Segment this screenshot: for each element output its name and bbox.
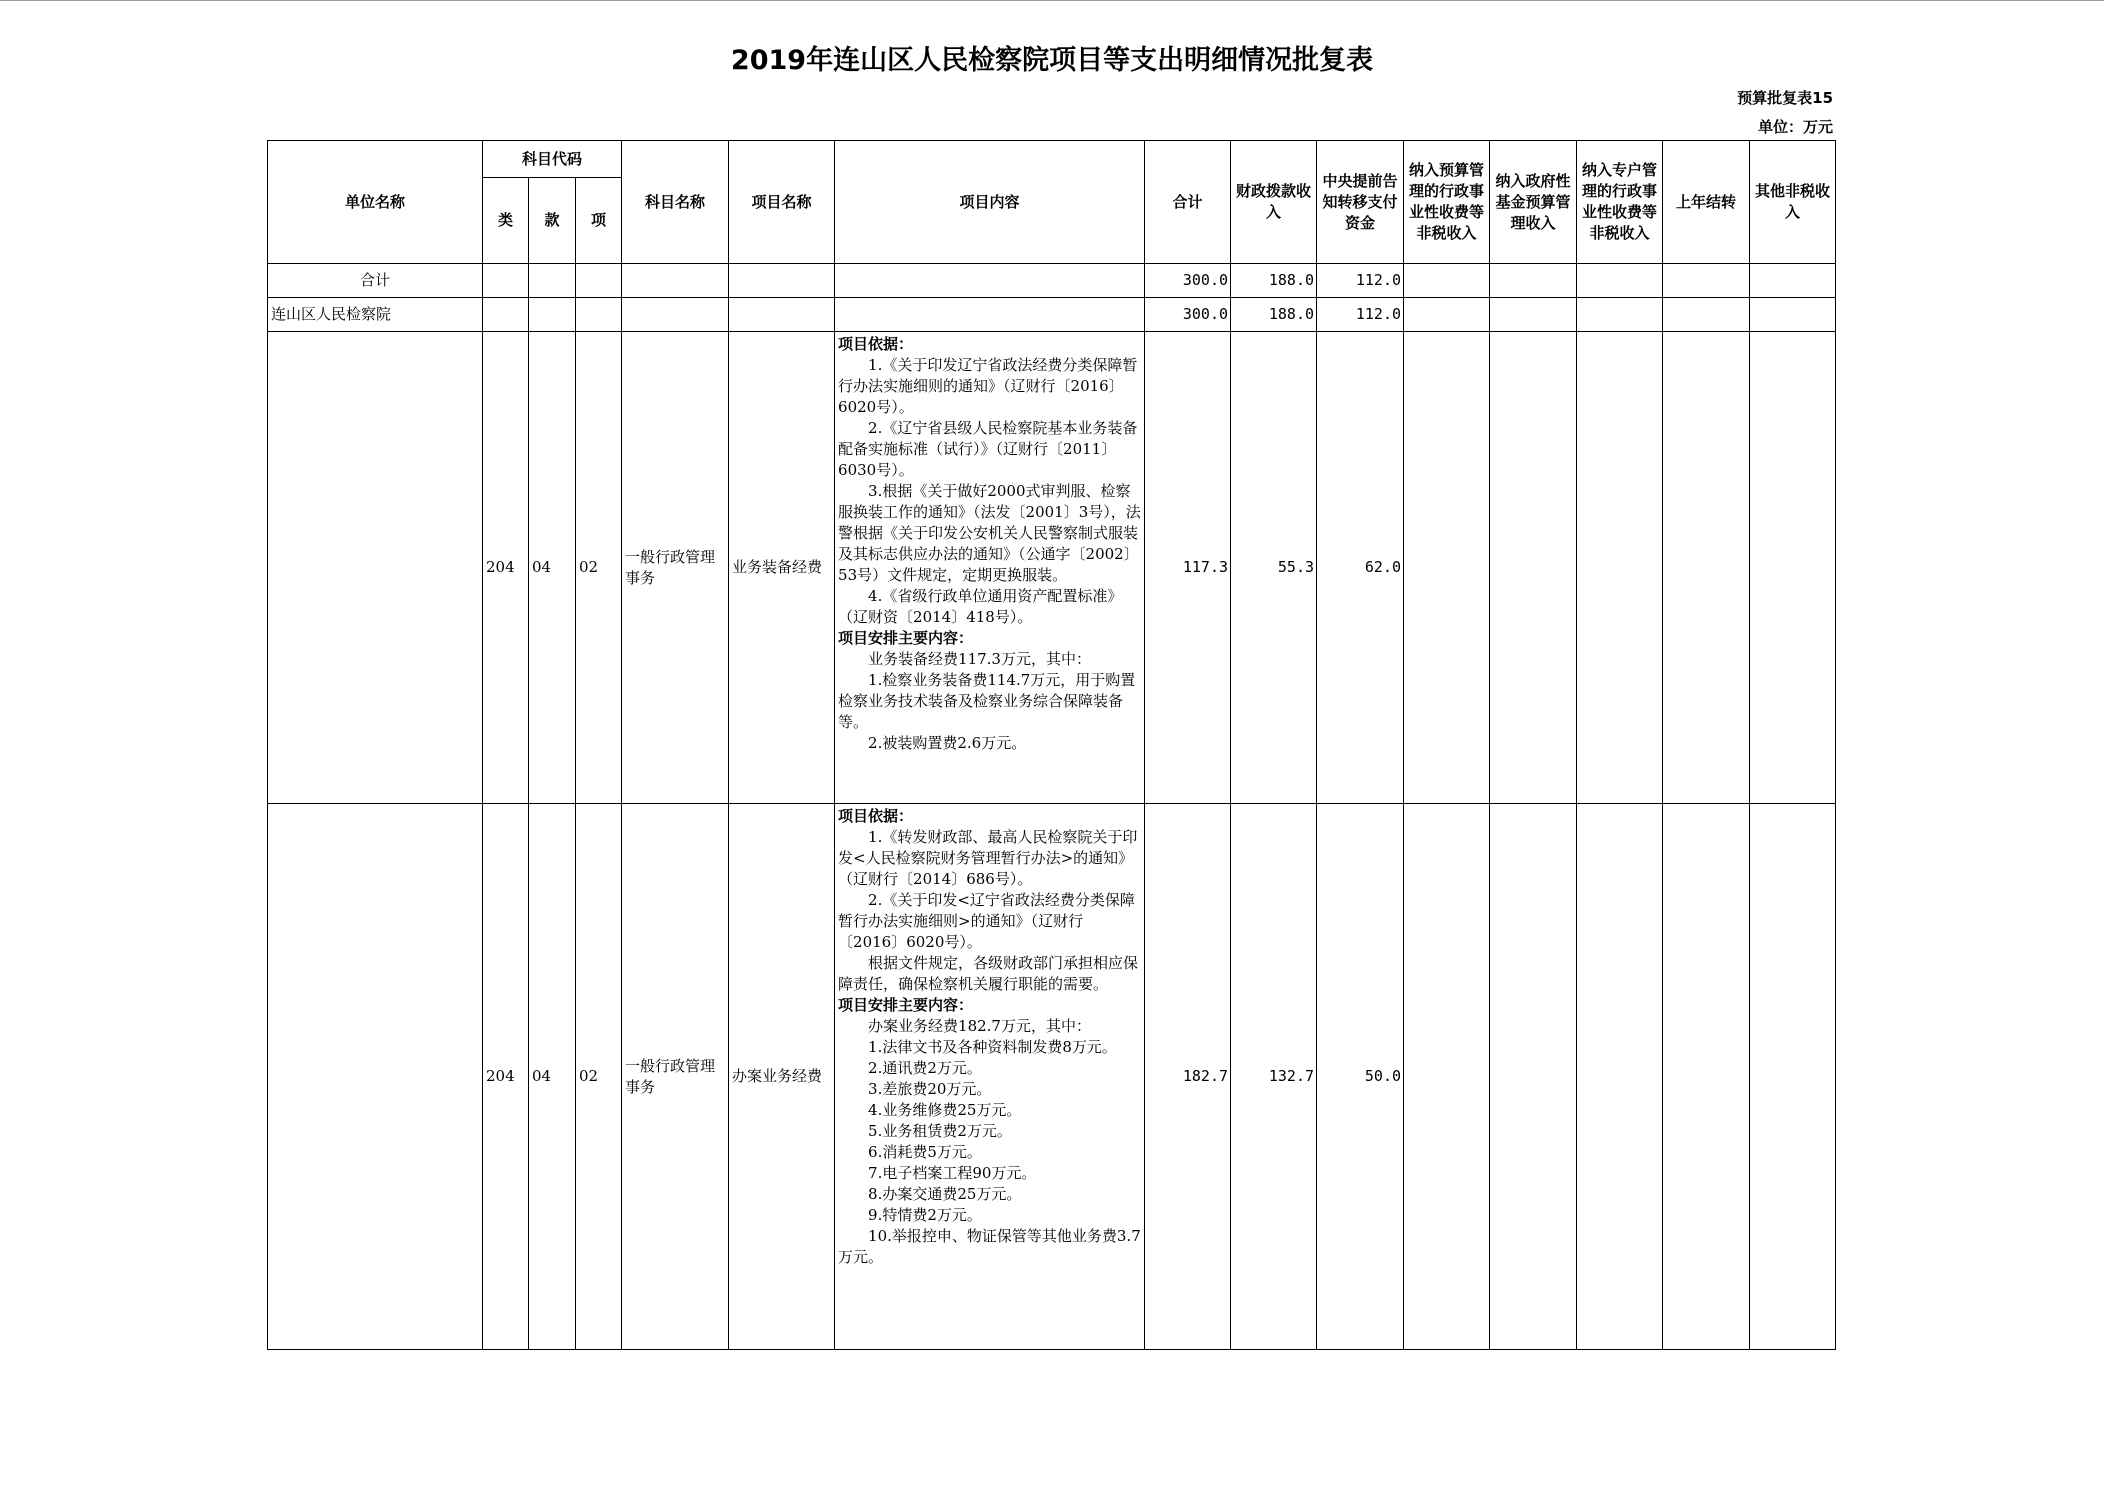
empty-cell <box>576 264 622 298</box>
header-lei: 类 <box>483 178 529 264</box>
content-heading: 项目依据： <box>838 335 914 353</box>
empty-cell <box>1663 298 1750 332</box>
empty-cell <box>729 264 835 298</box>
empty-cell <box>529 264 576 298</box>
unit-name-cell <box>268 332 483 804</box>
content-paragraph: 4.业务维修费25万元。 <box>868 1101 1022 1119</box>
empty-cell <box>1663 332 1750 804</box>
content-paragraph: 5.业务租赁费2万元。 <box>868 1122 1012 1140</box>
project-name-cell: 办案业务经费 <box>729 804 835 1350</box>
header-kuan: 款 <box>529 178 576 264</box>
header-fund-budget: 纳入政府性基金预算管理收入 <box>1490 141 1577 264</box>
content-paragraph: 6.消耗费5万元。 <box>868 1143 982 1161</box>
content-paragraph: 4.《省级行政单位通用资产配置标准》（辽财资〔2014〕418号）。 <box>838 587 1123 626</box>
empty-cell <box>835 264 1145 298</box>
header-carryover: 上年结转 <box>1663 141 1750 264</box>
empty-cell <box>1577 298 1663 332</box>
header-subject-code: 科目代码 <box>483 141 622 178</box>
content-paragraph: 10.举报控申、物证保管等其他业务费3.7万元。 <box>838 1227 1141 1266</box>
content-paragraph: 办案业务经费182.7万元，其中： <box>868 1017 1091 1035</box>
empty-cell <box>1490 804 1577 1350</box>
header-total: 合计 <box>1145 141 1231 264</box>
total-cell: 300.0 <box>1145 264 1231 298</box>
content-paragraph: 3.差旅费20万元。 <box>868 1080 992 1098</box>
fiscal-cell: 55.3 <box>1231 332 1317 804</box>
empty-cell <box>1577 332 1663 804</box>
content-paragraph: 9.特情费2万元。 <box>868 1206 982 1224</box>
central-cell: 112.0 <box>1317 298 1404 332</box>
summary-row <box>268 264 1836 298</box>
empty-cell <box>1404 332 1490 804</box>
central-cell: 112.0 <box>1317 264 1404 298</box>
subject-name-cell: 一般行政管理事务 <box>622 332 729 804</box>
project-content-cell <box>835 804 1145 1350</box>
empty-cell <box>622 264 729 298</box>
content-paragraph: 2.《辽宁省县级人民检察院基本业务装备配备实施标准（试行）》（辽财行〔2011〕6030号）。 <box>838 419 1138 479</box>
content-paragraph: 2.《关于印发<辽宁省政法经费分类保障暂行办法实施细则>的通知》（辽财行〔2016〕6020号）。 <box>838 891 1135 951</box>
lei-cell: 204 <box>483 804 529 1350</box>
empty-cell <box>1750 804 1836 1350</box>
xiang-cell: 02 <box>576 332 622 804</box>
header-subject-name: 科目名称 <box>622 141 729 264</box>
xiang-cell: 02 <box>576 804 622 1350</box>
empty-cell <box>1750 298 1836 332</box>
unit-name-cell: 合计 <box>268 264 483 298</box>
top-border-line <box>0 0 2104 1</box>
empty-cell <box>1404 298 1490 332</box>
empty-cell <box>483 298 529 332</box>
content-paragraph: 1.法律文书及各种资料制发费8万元。 <box>868 1038 1117 1056</box>
unit-label: 单位：万元 <box>1757 118 1833 136</box>
header-xiang: 项 <box>576 178 622 264</box>
unit-name-cell: 连山区人民检察院 <box>268 298 483 332</box>
fiscal-cell: 188.0 <box>1231 298 1317 332</box>
project-name-cell: 业务装备经费 <box>729 332 835 804</box>
header-other: 其他非税收入 <box>1750 141 1836 264</box>
empty-cell <box>1577 804 1663 1350</box>
content-paragraph: 根据文件规定，各级财政部门承担相应保障责任，确保检察机关履行职能的需要。 <box>838 954 1139 993</box>
empty-cell <box>1490 298 1577 332</box>
unit-name-cell <box>268 804 483 1350</box>
total-cell: 182.7 <box>1145 804 1231 1350</box>
content-heading: 项目安排主要内容： <box>838 996 974 1014</box>
fiscal-cell: 132.7 <box>1231 804 1317 1350</box>
empty-cell <box>1750 264 1836 298</box>
empty-cell <box>835 298 1145 332</box>
kuan-cell: 04 <box>529 332 576 804</box>
page-title: 2019年连山区人民检察院项目等支出明细情况批复表 <box>730 45 1374 76</box>
empty-cell <box>1490 332 1577 804</box>
total-cell: 117.3 <box>1145 332 1231 804</box>
content-paragraph: 2.被装购置费2.6万元。 <box>868 734 1027 752</box>
content-paragraph: 1.《转发财政部、最高人民检察院关于印发<人民检察院财务管理暂行办法>的通知》（辽财行〔2014〕686号）。 <box>838 828 1138 888</box>
empty-cell <box>729 298 835 332</box>
content-paragraph: 1.《关于印发辽宁省政法经费分类保障暂行办法实施细则的通知》（辽财行〔2016〕6020号）。 <box>838 356 1138 416</box>
summary-row <box>268 298 1836 332</box>
total-cell: 300.0 <box>1145 298 1231 332</box>
empty-cell <box>622 298 729 332</box>
empty-cell <box>1404 804 1490 1350</box>
project-content-cell <box>835 332 1145 804</box>
budget-table <box>267 140 1836 1350</box>
empty-cell <box>483 264 529 298</box>
empty-cell <box>1663 804 1750 1350</box>
header-special-account: 纳入专户管理的行政事业性收费等非税收入 <box>1577 141 1663 264</box>
project-row <box>268 804 1836 1350</box>
content-heading: 项目安排主要内容： <box>838 629 974 647</box>
empty-cell <box>1577 264 1663 298</box>
header-project-name: 项目名称 <box>729 141 835 264</box>
empty-cell <box>1490 264 1577 298</box>
empty-cell <box>529 298 576 332</box>
content-paragraph: 业务装备经费117.3万元，其中： <box>868 650 1091 668</box>
header-unit-name: 单位名称 <box>268 141 483 264</box>
content-paragraph: 3.根据《关于做好2000式审判服、检察服换装工作的通知》（法发〔2001〕3号），法警根据《关于印发公安机关人民警察制式服装及其标志供应办法的通知》（公通字〔2002〕53号）文件规定，定期更换服装。 <box>838 482 1141 584</box>
central-cell: 50.0 <box>1317 804 1404 1350</box>
lei-cell: 204 <box>483 332 529 804</box>
header-project-content: 项目内容 <box>835 141 1145 264</box>
empty-cell <box>576 298 622 332</box>
content-paragraph: 8.办案交通费25万元。 <box>868 1185 1022 1203</box>
content-paragraph: 2.通讯费2万元。 <box>868 1059 982 1077</box>
content-heading: 项目依据： <box>838 807 914 825</box>
empty-cell <box>1404 264 1490 298</box>
empty-cell <box>1750 332 1836 804</box>
central-cell: 62.0 <box>1317 332 1404 804</box>
header-fiscal: 财政拨款收入 <box>1231 141 1317 264</box>
subject-name-cell: 一般行政管理事务 <box>622 804 729 1350</box>
kuan-cell: 04 <box>529 804 576 1350</box>
form-code: 预算批复表15 <box>1737 89 1833 107</box>
header-budget-mgmt: 纳入预算管理的行政事业性收费等非税收入 <box>1404 141 1490 264</box>
project-row <box>268 332 1836 804</box>
content-paragraph: 1.检察业务装备费114.7万元，用于购置检察业务技术装备及检察业务综合保障装备等。 <box>838 671 1136 731</box>
header-central: 中央提前告知转移支付资金 <box>1317 141 1404 264</box>
fiscal-cell: 188.0 <box>1231 264 1317 298</box>
empty-cell <box>1663 264 1750 298</box>
content-paragraph: 7.电子档案工程90万元。 <box>868 1164 1037 1182</box>
